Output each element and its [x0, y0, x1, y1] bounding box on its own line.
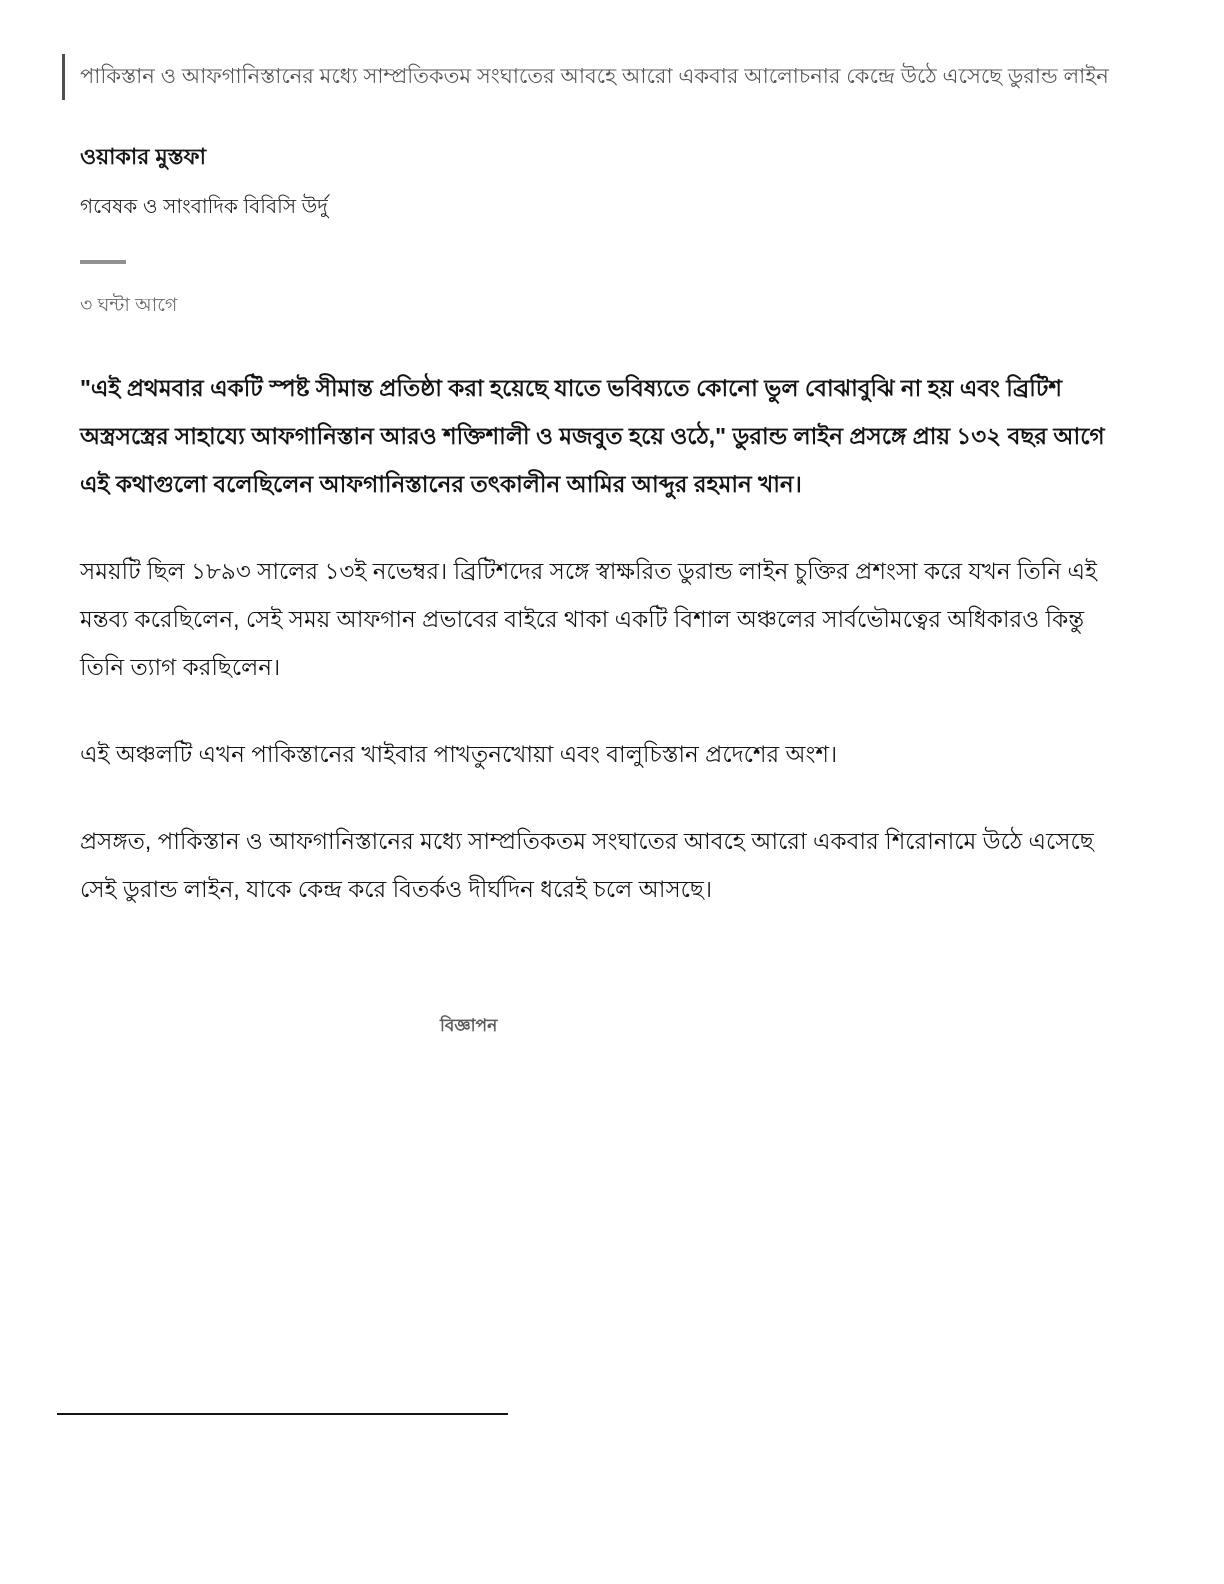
paragraph: সময়টি ছিল ১৮৯৩ সালের ১৩ই নভেম্বর। ব্রিটিশদের সঙ্গে স্বাক্ষরিত ডুরান্ড লাইন চুক্তির প্রশংসা করে যখন তিনি এই মন্তব্য করেছিলেন, সেই সময় আফগান প্রভাবের বাইরে থাকা একটি বিশাল অঞ্চলের সার্বভৌমত্বের অধিকারও কিন্তু তিনি ত্যাগ করছিলেন। — [80, 558, 1097, 680]
article-timestamp: ৩ ঘন্টা আগে — [80, 295, 178, 316]
advertisement-label: বিজ্ঞাপন — [440, 1016, 498, 1035]
byline-divider — [80, 260, 126, 264]
article-body — [80, 364, 1132, 913]
image-caption: পাকিস্তান ও আফগানিস্তানের মধ্যে সাম্প্রতিকতম সংঘাতের আবহে আরো একবার আলোচনার কেন্দ্রে উঠে এসেছে ডুরান্ড লাইন — [62, 54, 1132, 100]
paragraph-lead-quote: "এই প্রথমবার একটি স্পষ্ট সীমান্ত প্রতিষ্ঠা করা হয়েছে যাতে ভবিষ্যতে কোনো ভুল বোঝাবুঝি না হয় এবং ব্রিটিশ অস্ত্রসস্ত্রের সাহায্যে আফগানিস্তান আরও শক্তিশালী ও মজবুত হয়ে ওঠে," ডুরান্ড লাইন প্রসঙ্গে প্রায় ১৩২ বছর আগে এই কথাগুলো বলেছিলেন আফগানিস্তানের তৎকালীন আমির আব্দুর রহমান খান। — [80, 375, 1105, 497]
author-name: ওয়াকার মুস্তফা — [80, 144, 207, 169]
author-role: গবেষক ও সাংবাদিক বিবিসি উর্দু — [80, 196, 328, 218]
paragraph: প্রসঙ্গত, পাকিস্তান ও আফগানিস্তানের মধ্যে সাম্প্রতিকতম সংঘাতের আবহে আরো একবার শিরোনামে উঠে এসেছে সেই ডুরান্ড লাইন, যাকে কেন্দ্র করে বিতর্কও দীর্ঘদিন ধরেই চলে আসছে। — [80, 828, 1094, 902]
byline-block — [80, 140, 1132, 225]
footnote-rule — [57, 1413, 508, 1415]
paragraph: এই অঞ্চলটি এখন পাকিস্তানের খাইবার পাখতুনখোয়া এবং বালুচিস্তান প্রদেশের অংশ। — [80, 741, 838, 767]
advertisement-slot — [80, 1013, 1132, 1041]
